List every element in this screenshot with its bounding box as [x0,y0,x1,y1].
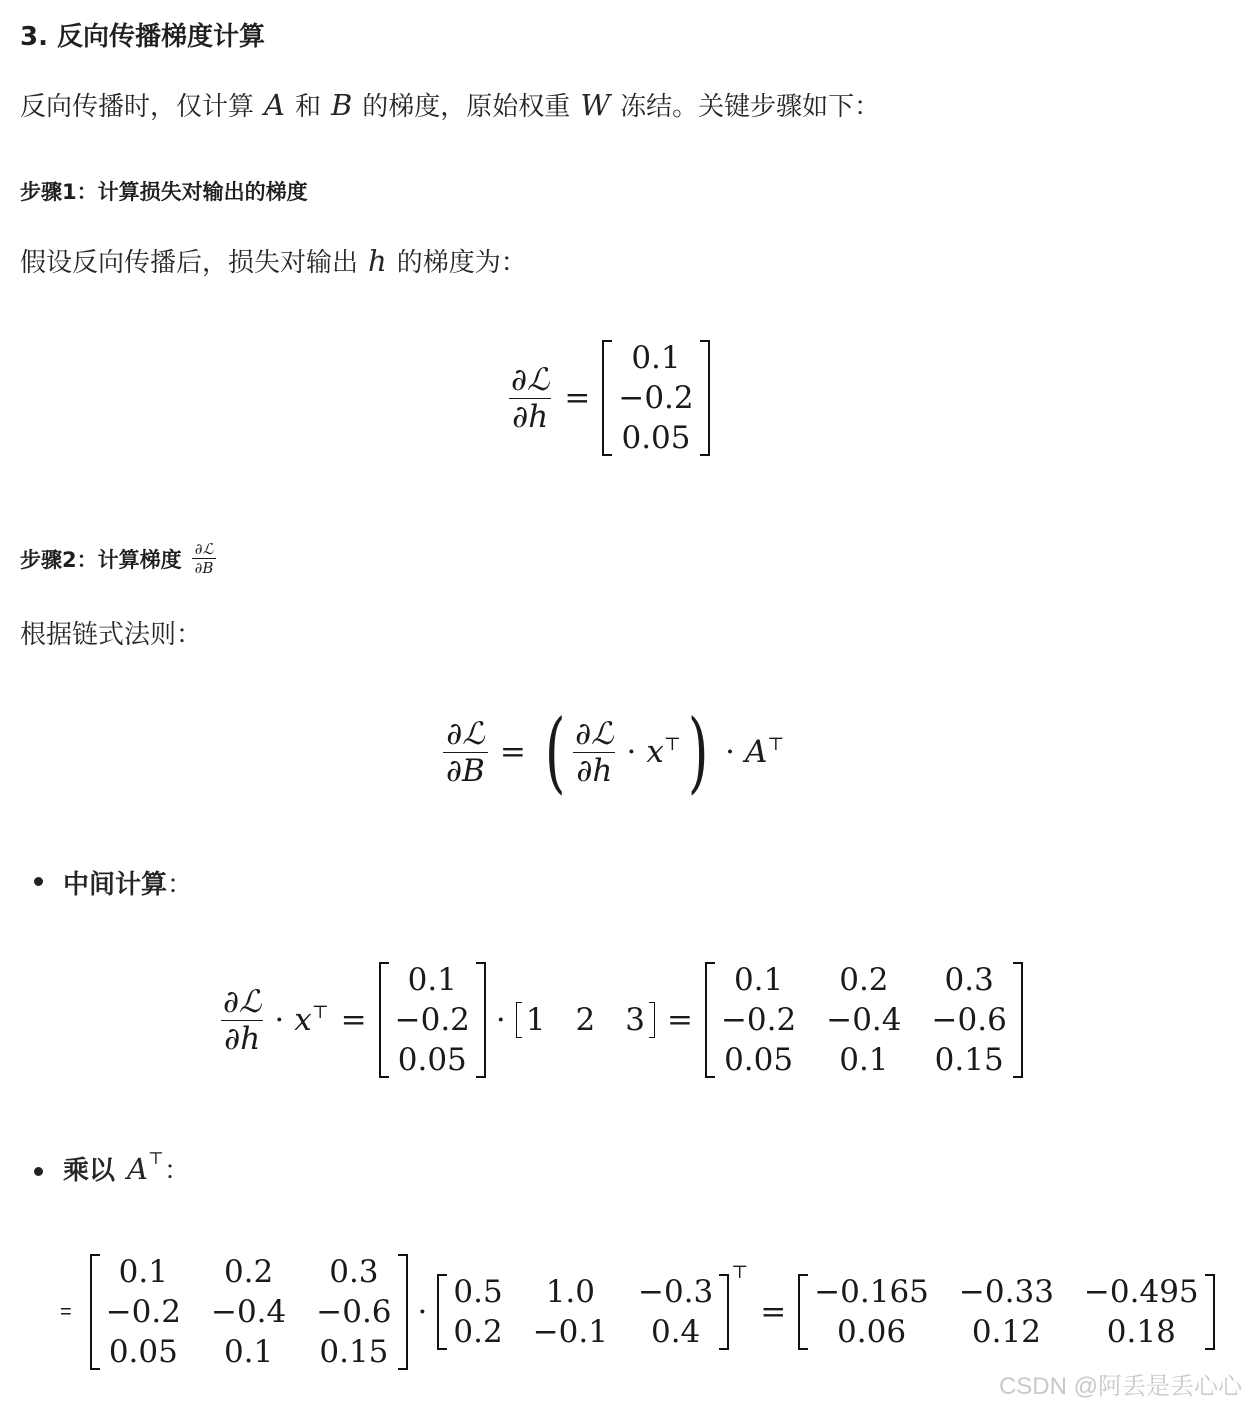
var-x: x [294,1002,312,1038]
transpose-symbol: ⊤ [767,733,785,755]
outer-product-matrix [90,1254,408,1370]
leading-equals: = [60,1300,72,1323]
frac-denominator: ∂h [509,398,551,435]
vector-cell: 1 [525,1002,546,1038]
frac-numerator: ∂ℒ [511,361,550,398]
matrix-cell: 0.1 [733,962,784,998]
intro-text-mid: 的梯度，原始权重 [362,92,571,122]
matrix-cell: −0.4 [210,1294,287,1330]
fraction-dl-dh [220,984,264,1057]
var-b: B [330,87,353,122]
bullet1-colon: ： [167,870,194,900]
bullet2-label [63,1150,190,1187]
watermark: CSDN @阿丢是丢心心 [998,1373,1242,1400]
matrix-cell: 0.1 [223,1334,274,1370]
var-x: x [646,734,664,770]
var-a: A [264,87,285,122]
gradient-vector [379,962,486,1078]
frac-numerator: ∂ℒ [223,983,262,1020]
equals-sign: = [564,380,591,416]
var-a: A [127,1151,148,1186]
vector-cell: 0.1 [631,340,681,376]
matrix-cell: 1.0 [545,1274,595,1310]
frac-numerator: ∂ℒ [194,540,214,558]
fraction-dl-db [443,716,488,789]
step1-text-post: 的梯度为： [396,248,527,278]
vector-cell: 0.1 [407,962,457,998]
vector-cell: 3 [625,1002,645,1038]
frac-denominator: ∂h [221,1020,263,1057]
dot-operator: · [725,734,735,770]
matrix-cell: 0.05 [724,1042,794,1078]
matrix-cell: −0.165 [814,1274,929,1310]
gradient-b-matrix [798,1274,1214,1350]
var-h: h [368,243,387,278]
matrix-cell: −0.6 [931,1002,1007,1038]
intro-text-post: 冻结。关键步骤如下： [620,92,881,122]
gradient-vector [602,340,709,456]
heading-fraction-dl-db [192,540,217,577]
bullet1-label-text: 中间计算 [63,870,168,900]
dot-operator: · [495,1002,506,1038]
transpose-symbol: ⊤ [663,733,681,755]
dot-operator: · [626,734,637,770]
matrix-cell: 0.4 [650,1314,701,1350]
matrix-cell: −0.2 [720,1002,797,1038]
step1-text-pre: 假设反向传播后，损失对输出 [20,248,359,278]
intro-paragraph [20,86,880,123]
matrix-cell: −0.3 [637,1274,714,1310]
step1-formula [508,340,710,456]
equals-sign: = [499,734,526,770]
frac-denominator: ∂B [192,558,217,577]
matrix-cell: 0.1 [118,1254,168,1290]
equals-sign: = [760,1294,787,1330]
intermediate-formula [220,962,1023,1078]
frac-numerator: ∂ℒ [575,715,614,752]
step1-text [20,242,527,279]
bullet2-label-text: 乘以 [63,1156,116,1186]
chain-rule-formula [443,700,785,803]
step1-heading: 步骤1：计算损失对输出的梯度 [20,180,308,204]
transpose-symbol: ⊤ [731,1261,749,1283]
intro-text-and: 和 [294,92,321,122]
vector-cell: 2 [575,1002,596,1038]
bullet-dot [34,1167,43,1176]
final-gradient-formula [60,1254,1215,1370]
matrix-cell: −0.4 [826,1002,902,1038]
step2-text: 根据链式法则： [20,620,203,650]
intro-text-pre: 反向传播时，仅计算 [20,92,255,122]
step2-heading [20,540,216,577]
var-a: A [744,734,768,770]
frac-denominator: ∂h [573,752,615,789]
section-title: 3. 反向传播梯度计算 [20,22,266,52]
matrix-cell: 0.05 [108,1334,178,1370]
transpose-symbol: ⊤ [311,1001,329,1023]
matrix-cell: 0.06 [837,1314,907,1350]
bullet1-label [63,864,193,901]
frac-numerator: ∂ℒ [446,715,485,752]
matrix-cell: 0.2 [839,962,889,998]
vector-cell: 0.05 [397,1042,467,1078]
matrix-cell: 0.5 [453,1274,503,1310]
matrix-a [437,1274,729,1350]
vector-cell: 0.05 [621,420,691,456]
matrix-cell: 0.1 [839,1042,889,1078]
matrix-cell: −0.1 [532,1314,608,1350]
matrix-cell: −0.495 [1083,1274,1199,1310]
matrix-cell: 0.3 [329,1254,379,1290]
vector-cell: −0.2 [394,1002,470,1038]
bullet-dot [34,877,43,886]
matrix-cell: 0.18 [1106,1314,1176,1350]
left-paren: ( [544,700,566,803]
matrix-cell: −0.6 [316,1294,392,1330]
var-w: W [580,87,611,122]
outer-product-matrix [705,962,1023,1078]
matrix-cell: 0.15 [319,1334,389,1370]
equals-sign: = [340,1002,367,1038]
row-vector-x [516,1002,655,1038]
matrix-cell: 0.12 [971,1314,1041,1350]
fraction-dl-dh [572,716,616,789]
transpose-symbol: ⊤ [147,1148,164,1169]
matrix-cell: −0.33 [958,1274,1054,1310]
matrix-cell: −0.2 [105,1294,181,1330]
dot-operator: · [417,1294,428,1330]
matrix-cell: 0.2 [223,1254,274,1290]
right-paren: ) [687,700,709,803]
step2-heading-text: 步骤2：计算梯度 [20,547,182,572]
matrix-cell: 0.15 [934,1042,1004,1078]
frac-denominator: ∂B [443,752,488,789]
equals-sign: = [666,1002,693,1038]
matrix-cell: 0.3 [944,962,994,998]
matrix-cell: 0.2 [453,1314,503,1350]
fraction-dl-dh [508,362,552,435]
dot-operator: · [274,1002,285,1038]
vector-cell: −0.2 [618,380,694,416]
bullet2-colon: ： [163,1156,190,1186]
